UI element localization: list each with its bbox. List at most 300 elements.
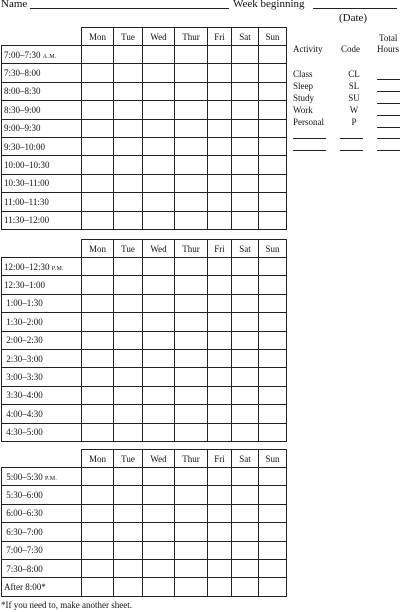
schedule-cell-thur[interactable] <box>175 193 208 211</box>
total-hours-field[interactable] <box>377 138 400 139</box>
time-slot-label <box>2 137 82 155</box>
schedule-cell-wed[interactable] <box>143 405 175 423</box>
time-row <box>2 294 287 312</box>
schedule-cell-sat[interactable] <box>232 578 259 596</box>
schedule-cell-fri[interactable] <box>208 101 232 119</box>
schedule-cell-mon[interactable] <box>82 119 114 137</box>
time-range: 12:30–1:00 <box>4 280 46 291</box>
schedule-cell-fri[interactable] <box>208 82 232 100</box>
schedule-cell-thur[interactable] <box>175 119 208 137</box>
schedule-cell-fri[interactable] <box>208 468 232 486</box>
schedule-cell-sat[interactable] <box>232 101 259 119</box>
time-row <box>2 331 287 349</box>
week-date-field[interactable] <box>313 8 397 9</box>
activity-code: CL <box>348 69 360 79</box>
total-header: Total <box>379 33 398 43</box>
schedule-cell-tue[interactable] <box>114 523 143 541</box>
schedule-cell-tue[interactable] <box>114 137 143 155</box>
time-range: 12:00–12:30 <box>4 261 50 272</box>
schedule-table-3 <box>1 449 287 597</box>
schedule-cell-fri[interactable] <box>208 349 232 367</box>
schedule-cell-mon[interactable] <box>82 258 114 276</box>
time-slot-label <box>2 523 82 541</box>
schedule-cell-tue[interactable] <box>114 313 143 331</box>
time-range: 6:00–6:30 <box>4 508 43 519</box>
day-header-row <box>2 28 287 46</box>
schedule-cell-wed[interactable] <box>143 258 175 276</box>
time-range: 3:00–3:30 <box>4 372 43 383</box>
schedule-cell-sat[interactable] <box>232 541 259 559</box>
schedule-cell-wed[interactable] <box>143 468 175 486</box>
time-slot-label <box>2 313 82 331</box>
day-header-fri: Fri <box>208 240 232 258</box>
day-header-mon: Mon <box>82 28 114 46</box>
time-row <box>2 156 287 174</box>
schedule-cell-tue[interactable] <box>114 331 143 349</box>
schedule-cell-sat[interactable] <box>232 82 259 100</box>
day-header-tue: Tue <box>114 450 143 468</box>
time-slot-label <box>2 294 82 312</box>
header-corner <box>2 450 82 468</box>
schedule-cell-fri[interactable] <box>208 276 232 294</box>
schedule-cell-fri[interactable] <box>208 559 232 577</box>
schedule-cell-wed[interactable] <box>143 349 175 367</box>
schedule-cell-sun[interactable] <box>259 137 287 155</box>
time-slot-label <box>2 101 82 119</box>
schedule-cell-mon[interactable] <box>82 156 114 174</box>
schedule-cell-thur[interactable] <box>175 101 208 119</box>
schedule-cell-sun[interactable] <box>259 64 287 82</box>
schedule-cell-sat[interactable] <box>232 559 259 577</box>
schedule-cell-sat[interactable] <box>232 156 259 174</box>
schedule-cell-mon[interactable] <box>82 101 114 119</box>
schedule-cell-wed[interactable] <box>143 331 175 349</box>
schedule-cell-sat[interactable] <box>232 423 259 441</box>
activity-row <box>293 105 401 117</box>
schedule-cell-thur[interactable] <box>175 137 208 155</box>
time-slot-label <box>2 258 82 276</box>
schedule-cell-sat[interactable] <box>232 211 259 229</box>
schedule-cell-wed[interactable] <box>143 504 175 522</box>
activity-name: Sleep <box>293 81 313 91</box>
schedule-cell-thur[interactable] <box>175 523 208 541</box>
schedule-cell-mon[interactable] <box>82 541 114 559</box>
schedule-cell-sat[interactable] <box>232 386 259 404</box>
time-range: 2:30–3:00 <box>4 353 43 364</box>
schedule-cell-sat[interactable] <box>232 313 259 331</box>
schedule-cell-mon[interactable] <box>82 294 114 312</box>
schedule-cell-mon[interactable] <box>82 64 114 82</box>
schedule-cell-thur[interactable] <box>175 386 208 404</box>
schedule-cell-fri[interactable] <box>208 258 232 276</box>
time-range: 7:30–8:00 <box>4 563 43 574</box>
time-range: 11:00–11:30 <box>4 196 49 207</box>
schedule-cell-sat[interactable] <box>232 137 259 155</box>
schedule-cell-sun[interactable] <box>259 349 287 367</box>
schedule-cell-thur[interactable] <box>175 331 208 349</box>
day-header-sun: Sun <box>259 450 287 468</box>
schedule-cell-mon[interactable] <box>82 82 114 100</box>
time-row <box>2 276 287 294</box>
schedule-cell-sun[interactable] <box>259 258 287 276</box>
time-slot-label <box>2 331 82 349</box>
schedule-cell-sat[interactable] <box>232 276 259 294</box>
schedule-cell-sun[interactable] <box>259 82 287 100</box>
schedule-cell-fri[interactable] <box>208 64 232 82</box>
schedule-cell-fri[interactable] <box>208 137 232 155</box>
schedule-cell-mon[interactable] <box>82 349 114 367</box>
time-row <box>2 405 287 423</box>
schedule-cell-tue[interactable] <box>114 64 143 82</box>
schedule-cell-fri[interactable] <box>208 423 232 441</box>
time-range: 4:00–4:30 <box>4 408 43 419</box>
schedule-cell-fri[interactable] <box>208 386 232 404</box>
schedule-cell-wed[interactable] <box>143 174 175 192</box>
day-header-wed: Wed <box>143 450 175 468</box>
time-row <box>2 137 287 155</box>
time-row <box>2 523 287 541</box>
schedule-cell-sun[interactable] <box>259 313 287 331</box>
schedule-cell-sun[interactable] <box>259 174 287 192</box>
schedule-cell-wed[interactable] <box>143 486 175 504</box>
activity-code: W <box>349 105 359 115</box>
total-hours-field[interactable] <box>377 91 400 92</box>
schedule-cell-mon[interactable] <box>82 405 114 423</box>
time-range: 3:30–4:00 <box>4 390 43 401</box>
time-range: 7:00–7:30 <box>4 49 41 60</box>
time-slot-label <box>2 64 82 82</box>
schedule-cell-thur[interactable] <box>175 174 208 192</box>
day-header-fri: Fri <box>208 28 232 46</box>
schedule-cell-thur[interactable] <box>175 64 208 82</box>
schedule-cell-sun[interactable] <box>259 578 287 596</box>
am-pm-marker: P.M. <box>45 475 58 482</box>
schedule-cell-wed[interactable] <box>143 423 175 441</box>
total-hours-field[interactable] <box>377 115 400 116</box>
day-header-sun: Sun <box>259 240 287 258</box>
schedule-cell-sat[interactable] <box>232 64 259 82</box>
day-header-row <box>2 450 287 468</box>
schedule-cell-thur[interactable] <box>175 504 208 522</box>
schedule-cell-sun[interactable] <box>259 276 287 294</box>
am-pm-marker: A.M. <box>42 53 57 60</box>
schedule-cell-wed[interactable] <box>143 523 175 541</box>
schedule-cell-thur[interactable] <box>175 368 208 386</box>
schedule-cell-thur[interactable] <box>175 258 208 276</box>
schedule-cell-tue[interactable] <box>114 258 143 276</box>
schedule-cell-wed[interactable] <box>143 313 175 331</box>
schedule-cell-thur[interactable] <box>175 294 208 312</box>
time-slot-label <box>2 578 82 596</box>
schedule-cell-tue[interactable] <box>114 468 143 486</box>
schedule-cell-mon[interactable] <box>82 423 114 441</box>
schedule-cell-wed[interactable] <box>143 46 175 64</box>
schedule-cell-sat[interactable] <box>232 368 259 386</box>
schedule-cell-wed[interactable] <box>143 64 175 82</box>
day-header-wed: Wed <box>143 28 175 46</box>
schedule-cell-wed[interactable] <box>143 119 175 137</box>
day-header-thur: Thur <box>175 28 208 46</box>
schedule-cell-mon[interactable] <box>82 486 114 504</box>
schedule-cell-wed[interactable] <box>143 193 175 211</box>
activity-name: Personal <box>293 117 324 127</box>
schedule-cell-thur[interactable] <box>175 46 208 64</box>
schedule-cell-sat[interactable] <box>232 46 259 64</box>
day-header-sat: Sat <box>232 240 259 258</box>
time-range: 8:00–8:30 <box>4 86 41 97</box>
schedule-cell-fri[interactable] <box>208 486 232 504</box>
schedule-cell-wed[interactable] <box>143 156 175 174</box>
time-slot-label <box>2 405 82 423</box>
footnote: *If you need to, make another sheet. <box>1 600 132 610</box>
time-range: 1:30–2:00 <box>4 316 43 327</box>
schedule-cell-sat[interactable] <box>232 294 259 312</box>
day-header-mon: Mon <box>82 240 114 258</box>
schedule-cell-thur[interactable] <box>175 559 208 577</box>
schedule-cell-sat[interactable] <box>232 405 259 423</box>
schedule-cell-mon[interactable] <box>82 137 114 155</box>
schedule-cell-tue[interactable] <box>114 119 143 137</box>
time-row <box>2 559 287 577</box>
total-hours-field[interactable] <box>377 103 400 104</box>
time-slot-label <box>2 276 82 294</box>
schedule-cell-mon[interactable] <box>82 523 114 541</box>
schedule-cell-mon[interactable] <box>82 468 114 486</box>
schedule-cell-sun[interactable] <box>259 193 287 211</box>
date-label: (Date) <box>339 12 368 24</box>
schedule-cell-fri[interactable] <box>208 504 232 522</box>
time-row <box>2 101 287 119</box>
schedule-cell-mon[interactable] <box>82 504 114 522</box>
schedule-cell-sat[interactable] <box>232 523 259 541</box>
time-slot-label <box>2 559 82 577</box>
time-row <box>2 119 287 137</box>
schedule-cell-sun[interactable] <box>259 486 287 504</box>
blank-activity-field[interactable] <box>293 150 326 151</box>
time-row <box>2 174 287 192</box>
schedule-cell-thur[interactable] <box>175 313 208 331</box>
schedule-cell-thur[interactable] <box>175 468 208 486</box>
schedule-cell-wed[interactable] <box>143 578 175 596</box>
schedule-cell-tue[interactable] <box>114 578 143 596</box>
schedule-cell-wed[interactable] <box>143 82 175 100</box>
day-header-tue: Tue <box>114 240 143 258</box>
schedule-cell-tue[interactable] <box>114 211 143 229</box>
schedule-cell-sat[interactable] <box>232 331 259 349</box>
day-header-thur: Thur <box>175 450 208 468</box>
schedule-table-1 <box>1 27 287 230</box>
activity-code: SU <box>348 93 360 103</box>
total-hours-field[interactable] <box>377 79 400 80</box>
schedule-cell-sun[interactable] <box>259 386 287 404</box>
schedule-cell-sun[interactable] <box>259 46 287 64</box>
schedule-cell-tue[interactable] <box>114 46 143 64</box>
blank-code-field[interactable] <box>340 138 363 139</box>
schedule-cell-thur[interactable] <box>175 423 208 441</box>
schedule-cell-fri[interactable] <box>208 294 232 312</box>
schedule-cell-tue[interactable] <box>114 541 143 559</box>
schedule-cell-wed[interactable] <box>143 559 175 577</box>
schedule-cell-fri[interactable] <box>208 119 232 137</box>
schedule-cell-sat[interactable] <box>232 174 259 192</box>
schedule-cell-fri[interactable] <box>208 313 232 331</box>
schedule-cell-wed[interactable] <box>143 368 175 386</box>
schedule-cell-tue[interactable] <box>114 386 143 404</box>
time-slot-label <box>2 386 82 404</box>
time-range: 9:00–9:30 <box>4 123 41 134</box>
schedule-cell-fri[interactable] <box>208 541 232 559</box>
time-slot-label <box>2 349 82 367</box>
schedule-cell-sun[interactable] <box>259 294 287 312</box>
schedule-cell-wed[interactable] <box>143 541 175 559</box>
time-slot-label <box>2 211 82 229</box>
schedule-cell-wed[interactable] <box>143 101 175 119</box>
time-slot-label <box>2 46 82 64</box>
schedule-cell-mon[interactable] <box>82 578 114 596</box>
time-range: 4:30–5:00 <box>4 427 43 438</box>
time-row <box>2 46 287 64</box>
day-header-wed: Wed <box>143 240 175 258</box>
schedule-cell-tue[interactable] <box>114 82 143 100</box>
time-range: 7:30–8:00 <box>4 68 41 79</box>
day-header-sun: Sun <box>259 28 287 46</box>
schedule-cell-fri[interactable] <box>208 331 232 349</box>
schedule-cell-sat[interactable] <box>232 468 259 486</box>
schedule-cell-sun[interactable] <box>259 211 287 229</box>
activity-row <box>293 93 401 105</box>
time-row <box>2 368 287 386</box>
schedule-cell-tue[interactable] <box>114 423 143 441</box>
schedule-cell-tue[interactable] <box>114 349 143 367</box>
week-beginning-label: Week beginning <box>233 0 305 10</box>
schedule-cell-fri[interactable] <box>208 193 232 211</box>
day-header-mon: Mon <box>82 450 114 468</box>
schedule-cell-sat[interactable] <box>232 349 259 367</box>
schedule-cell-thur[interactable] <box>175 578 208 596</box>
name-field[interactable] <box>30 8 229 9</box>
schedule-cell-tue[interactable] <box>114 174 143 192</box>
time-range: 8:30–9:00 <box>4 104 41 115</box>
schedule-cell-sun[interactable] <box>259 468 287 486</box>
schedule-cell-fri[interactable] <box>208 523 232 541</box>
schedule-cell-thur[interactable] <box>175 405 208 423</box>
time-row <box>2 193 287 211</box>
schedule-cell-tue[interactable] <box>114 486 143 504</box>
time-slot-label <box>2 156 82 174</box>
blank-activity-field[interactable] <box>293 138 326 139</box>
schedule-cell-thur[interactable] <box>175 156 208 174</box>
schedule-cell-mon[interactable] <box>82 386 114 404</box>
time-range: 7:00–7:30 <box>4 545 43 556</box>
schedule-cell-sat[interactable] <box>232 119 259 137</box>
time-row <box>2 423 287 441</box>
schedule-cell-sat[interactable] <box>232 258 259 276</box>
schedule-cell-sun[interactable] <box>259 504 287 522</box>
header-corner <box>2 28 82 46</box>
schedule-cell-thur[interactable] <box>175 486 208 504</box>
schedule-cell-sun[interactable] <box>259 541 287 559</box>
schedule-cell-thur[interactable] <box>175 276 208 294</box>
schedule-cell-fri[interactable] <box>208 578 232 596</box>
time-row <box>2 211 287 229</box>
schedule-cell-wed[interactable] <box>143 276 175 294</box>
schedule-cell-sat[interactable] <box>232 193 259 211</box>
schedule-cell-thur[interactable] <box>175 82 208 100</box>
schedule-cell-mon[interactable] <box>82 331 114 349</box>
schedule-cell-mon[interactable] <box>82 211 114 229</box>
schedule-cell-fri[interactable] <box>208 405 232 423</box>
hours-header: Hours <box>377 44 399 54</box>
schedule-cell-mon[interactable] <box>82 46 114 64</box>
schedule-cell-fri[interactable] <box>208 156 232 174</box>
schedule-cell-wed[interactable] <box>143 294 175 312</box>
time-row <box>2 541 287 559</box>
schedule-cell-sun[interactable] <box>259 368 287 386</box>
schedule-cell-tue[interactable] <box>114 294 143 312</box>
am-pm-marker: P.M. <box>51 265 64 272</box>
schedule-cell-sat[interactable] <box>232 486 259 504</box>
schedule-cell-tue[interactable] <box>114 101 143 119</box>
schedule-cell-tue[interactable] <box>114 559 143 577</box>
schedule-cell-thur[interactable] <box>175 349 208 367</box>
schedule-cell-sun[interactable] <box>259 559 287 577</box>
schedule-cell-sat[interactable] <box>232 504 259 522</box>
day-header-sat: Sat <box>232 450 259 468</box>
schedule-cell-sun[interactable] <box>259 101 287 119</box>
schedule-cell-mon[interactable] <box>82 559 114 577</box>
schedule-cell-sun[interactable] <box>259 119 287 137</box>
blank-activity-row <box>293 128 401 140</box>
schedule-cell-tue[interactable] <box>114 504 143 522</box>
activity-row <box>293 81 401 93</box>
schedule-cell-fri[interactable] <box>208 46 232 64</box>
schedule-cell-mon[interactable] <box>82 368 114 386</box>
total-hours-field[interactable] <box>377 150 400 151</box>
time-slot-label <box>2 504 82 522</box>
schedule-cell-mon[interactable] <box>82 313 114 331</box>
schedule-cell-thur[interactable] <box>175 211 208 229</box>
schedule-cell-fri[interactable] <box>208 368 232 386</box>
schedule-cell-tue[interactable] <box>114 405 143 423</box>
day-header-sat: Sat <box>232 28 259 46</box>
schedule-cell-sun[interactable] <box>259 331 287 349</box>
schedule-cell-wed[interactable] <box>143 386 175 404</box>
schedule-cell-sun[interactable] <box>259 523 287 541</box>
schedule-cell-tue[interactable] <box>114 156 143 174</box>
time-row <box>2 578 287 596</box>
schedule-cell-wed[interactable] <box>143 137 175 155</box>
schedule-cell-wed[interactable] <box>143 211 175 229</box>
blank-code-field[interactable] <box>340 150 363 151</box>
schedule-cell-sun[interactable] <box>259 156 287 174</box>
schedule-cell-fri[interactable] <box>208 211 232 229</box>
schedule-cell-sun[interactable] <box>259 423 287 441</box>
schedule-cell-tue[interactable] <box>114 276 143 294</box>
day-header-row <box>2 240 287 258</box>
activity-name: Class <box>293 69 313 79</box>
time-slot-label <box>2 119 82 137</box>
schedule-cell-sun[interactable] <box>259 405 287 423</box>
schedule-cell-fri[interactable] <box>208 174 232 192</box>
schedule-cell-mon[interactable] <box>82 193 114 211</box>
day-header-thur: Thur <box>175 240 208 258</box>
schedule-cell-tue[interactable] <box>114 193 143 211</box>
schedule-cell-tue[interactable] <box>114 368 143 386</box>
time-row <box>2 468 287 486</box>
schedule-cell-mon[interactable] <box>82 276 114 294</box>
schedule-cell-thur[interactable] <box>175 541 208 559</box>
schedule-cell-mon[interactable] <box>82 174 114 192</box>
